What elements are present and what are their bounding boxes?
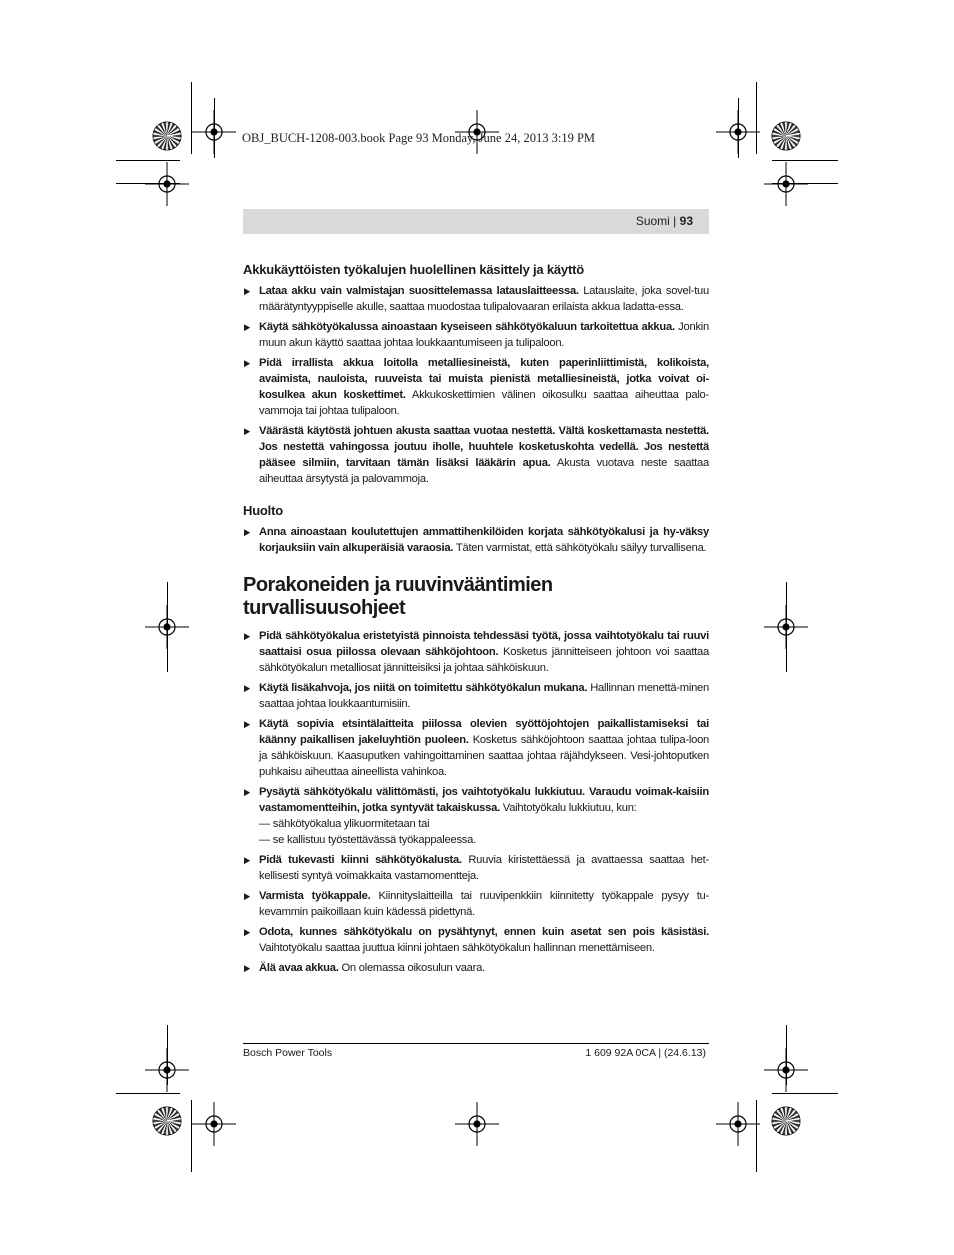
battery-safety-list — [243, 283, 709, 487]
registration-crosshair-icon — [764, 162, 808, 206]
section-heading-service: Huolto — [243, 503, 283, 518]
list-item — [243, 960, 709, 976]
item-text: Vaihtotyökalu saattaa juuttua kiinni johtaen sähkötyökalun hallinnan menettämiseen. — [259, 942, 655, 954]
page-header-label — [636, 214, 693, 228]
crop-mark — [167, 582, 168, 672]
triangle-bullet-icon: ▶ — [244, 683, 250, 693]
registration-starburst-icon — [152, 121, 182, 151]
crop-mark — [116, 1093, 180, 1094]
registration-starburst-icon — [771, 1106, 801, 1136]
footer-brand: Bosch Power Tools — [243, 1047, 333, 1059]
item-bold-lead: Käytä sähkötyökalussa ainoastaan kyseiseen sähkötyökaluun tarkoitettua akkua. — [259, 321, 675, 333]
item-text: Latauslaite, joka sovel-tuu määrätyntyyppiselle akulle, saattaa muodostaa tulipalovaaran erilaista akkua ladatta-essa. — [259, 285, 710, 313]
item-bold-lead: Pidä irrallista akkua loitolla metalliesineistä, kuten paperinliittimistä, kolikoista, avaimista, nauloista, ruuveista tai muista pienistä metalliesineistä, jotka voivat oi-kosulkea akun koskettimet. — [259, 357, 709, 401]
item-text: Ruuvia kiristettäessä ja avattaessa saattaa het-kellisesti syntyä voimakkaita vastamomentteja. — [259, 854, 709, 882]
triangle-bullet-icon: ▶ — [244, 855, 250, 865]
section-heading-drills: Porakoneiden ja ruuvinvääntimien turvallisuusohjeet — [243, 574, 553, 619]
item-text: Akkukoskettimien välinen oikosulku saattaa aiheuttaa palo-vammoja tai johtaa tulipaloon. — [259, 389, 710, 417]
triangle-bullet-icon: ▶ — [244, 719, 250, 729]
item-bold-lead: Käytä sopivia etsintälaitteita piilossa olevien syöttöjohtojen paikallistamiseksi tai käänny paikallisen jakeluyhtiön puoleen. — [259, 718, 709, 746]
print-slug: OBJ_BUCH-1208-003.book Page 93 Monday, June 24, 2013 3:19 PM — [242, 131, 596, 145]
list-item — [243, 524, 709, 556]
registration-crosshair-icon — [716, 1102, 760, 1146]
crop-mark — [756, 82, 757, 154]
list-item — [243, 423, 709, 487]
item-bold-lead: Odota, kunnes sähkötyökalu on pysähtynyt, ennen kuin asetat sen pois käsistäsi. — [259, 926, 709, 938]
triangle-bullet-icon: ▶ — [244, 426, 250, 436]
registration-crosshair-icon — [455, 1102, 499, 1146]
list-item — [243, 283, 709, 315]
crop-mark — [214, 98, 215, 158]
crop-mark — [738, 98, 739, 158]
item-text: Täten varmistat, että sähkötyökalu säilyy turvallisena. — [453, 542, 707, 554]
page-header-bar — [243, 209, 709, 234]
crop-mark — [772, 1093, 838, 1094]
list-item — [243, 852, 709, 884]
triangle-bullet-icon: ▶ — [244, 286, 250, 296]
item-bold-lead: Pysäytä sähkötyökalu välittömästi, jos vaihtotyökalu lukkiutuu. Varaudu voimak-kaisiin vastamomentteihin, jotka syntyvät takaiskussa. — [259, 786, 709, 814]
item-dash-line: — sähkötyökalua ylikuormitetaan tai — [259, 818, 430, 830]
item-bold-lead: Väärästä käytöstä johtuen akusta saattaa vuotaa nestettä. Vältä koskettamasta nestettä. Jos nestettä vahingossa joutuu iholle, huuhtele kosketuskohta vedellä. Jos nestettä pääsee silmiin, tarvitaan tämän lisäksi lääkärin apua. — [259, 425, 709, 469]
item-dash-line: — se kallistuu työstettävässä työkappaleessa. — [259, 834, 476, 846]
list-item — [243, 716, 709, 780]
header-separator: | — [673, 214, 677, 228]
triangle-bullet-icon: ▶ — [244, 358, 250, 368]
triangle-bullet-icon: ▶ — [244, 527, 250, 537]
list-item — [243, 924, 709, 956]
triangle-bullet-icon: ▶ — [244, 322, 250, 332]
triangle-bullet-icon: ▶ — [244, 787, 250, 797]
item-text: Kosketus jännitteiseen johtoon voi saattaa sähkötyökalun metalliosat jännitteisiksi ja johtaa sähköiskuun. — [259, 646, 709, 674]
list-item — [243, 888, 709, 920]
triangle-bullet-icon: ▶ — [244, 891, 250, 901]
item-bold-lead: Pidä tukevasti kiinni sähkötyökalusta. — [259, 854, 462, 866]
section-heading-battery: Akkukäyttöisten työkalujen huolellinen käsittely ja käyttö — [243, 262, 584, 277]
crop-mark — [772, 160, 838, 161]
list-item — [243, 628, 709, 676]
triangle-bullet-icon: ▶ — [244, 631, 250, 641]
registration-starburst-icon — [152, 1106, 182, 1136]
item-bold-lead: Älä avaa akkua. — [259, 962, 339, 974]
crop-mark — [786, 582, 787, 672]
crop-mark — [756, 1100, 757, 1172]
drill-safety-list — [243, 628, 709, 976]
item-text: Hallinnan menettä-minen saattaa johtaa loukkaantumisiin. — [259, 682, 709, 710]
list-item — [243, 784, 709, 848]
registration-crosshair-icon — [192, 1102, 236, 1146]
header-language: Suomi — [635, 214, 670, 228]
item-text: Vaihtotyökalu lukkiutuu, kun: — [499, 802, 637, 814]
item-bold-lead: Anna ainoastaan koulutettujen ammattihenkilöiden korjata sähkötyökalusi ja hy-väksy korjauksiin vain alkuperäisiä varaosia. — [259, 526, 709, 554]
item-text: Akusta vuotava neste saattaa aiheuttaa ärsytystä ja palovammoja. — [259, 457, 709, 485]
list-item — [243, 319, 709, 351]
item-text: Kosketus sähköjohtoon saattaa johtaa tulipa-loon ja sähköiskuun. Kaasuputken vahingoittaminen saattaa johtaa räjähdykseen. Vesi-johtoputken puhkaisu aiheuttaa aineellista vahinkoa. — [259, 734, 710, 778]
footer-rule — [243, 1043, 709, 1044]
item-bold-lead: Käytä lisäkahvoja, jos niitä on toimitettu sähkötyökalun mukana. — [259, 682, 588, 694]
item-text: Kiinnityslaitteilla tai ruuvipenkkiin kiinnitetty työkappale pysyy tu-kevammin paikoillaan kuin kädessä pidettynä. — [259, 890, 709, 918]
triangle-bullet-icon: ▶ — [244, 963, 250, 973]
list-item — [243, 355, 709, 419]
crop-mark — [191, 82, 192, 154]
crop-mark — [191, 1100, 192, 1172]
triangle-bullet-icon: ▶ — [244, 927, 250, 937]
item-bold-lead: Lataa akku vain valmistajan suosittelemassa latauslaitteessa. — [259, 285, 579, 297]
crop-mark — [116, 160, 180, 161]
item-bold-lead: Varmista työkappale. — [259, 890, 371, 902]
item-bold-lead: Pidä sähkötyökalua eristetyistä pinnoista tehdessäsi työtä, jossa vaihtotyökalu tai ruuvi saattaisi osua piilossa olevaan sähköjohtoon. — [259, 630, 709, 658]
service-list — [243, 524, 709, 556]
page-number: 93 — [679, 214, 693, 228]
footer-code: 1 609 92A 0CA | (24.6.13) — [585, 1047, 706, 1059]
list-item — [243, 680, 709, 712]
page-content — [243, 262, 709, 980]
item-text: Jonkin muun akun käyttö saattaa johtaa loukkaantumiseen ja tulipaloon. — [259, 321, 709, 349]
registration-crosshair-icon — [145, 162, 189, 206]
crop-mark — [786, 1025, 787, 1085]
crop-mark — [167, 1025, 168, 1085]
registration-starburst-icon — [771, 121, 801, 151]
item-text: On olemassa oikosulun vaara. — [338, 962, 485, 974]
